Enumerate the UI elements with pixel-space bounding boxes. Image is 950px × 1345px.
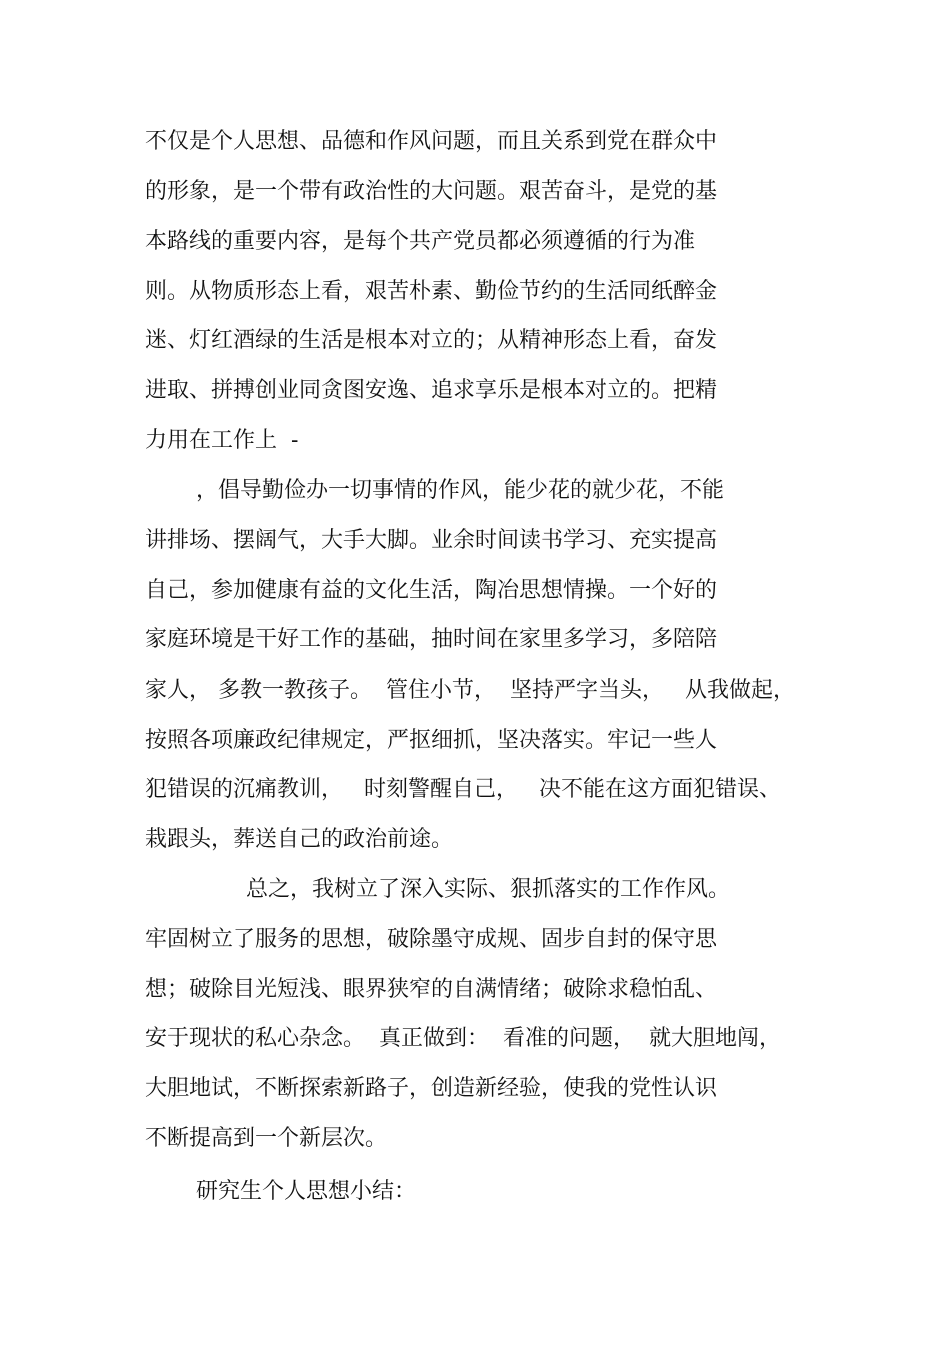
- text-line-7: 力用在工作上 -: [145, 428, 299, 453]
- text-line-10: 自己，参加健康有益的文化生活，陶冶思想情操。一个好的: [145, 578, 718, 603]
- text-line-16: 总之，我树立了深入实际、狠抓落实的工作作风。: [246, 877, 731, 902]
- text-line-6: 进取、拼搏创业同贪图安逸、追求享乐是根本对立的。把精: [145, 378, 718, 403]
- text-line-17: 牢固树立了服务的思想，破除墨守成规、固步自封的保守思: [145, 927, 718, 952]
- text-line-3: 本路线的重要内容，是每个共产党员都必须遵循的行为准: [145, 229, 696, 254]
- section-heading: 研究生个人思想小结：: [196, 1179, 417, 1204]
- text-line-21: 不断提高到一个新层次。: [145, 1126, 388, 1151]
- text-line-5: 迷、灯红酒绿的生活是根本对立的；从精神形态上看，奋发: [145, 328, 718, 353]
- text-line-11: 家庭环境是干好工作的基础，抽时间在家里多学习，多陪陪: [145, 627, 718, 652]
- text-line-13: 按照各项廉政纪律规定，严抠细抓，坚决落实。牢记一些人: [145, 728, 718, 753]
- text-line-20: 大胆地试，不断探索新路子，创造新经验，使我的党性认识: [145, 1076, 718, 1101]
- text-line-1: 不仅是个人思想、品德和作风问题，而且关系到党在群众中: [145, 129, 718, 154]
- text-line-9: 讲排场、摆阔气，大手大脚。业余时间读书学习、充实提高: [145, 528, 718, 553]
- text-line-14: 犯错误的沉痛教训， 时刻警醒自己， 决不能在这方面犯错误、: [145, 777, 781, 802]
- text-line-12: 家人， 多教一教孩子。 管住小节， 坚持严字当头， 从我做起，: [145, 678, 795, 703]
- text-line-18: 想；破除目光短浅、眼界狭窄的自满情绪；破除求稳怕乱、: [145, 977, 718, 1002]
- text-line-19: 安于现状的私心杂念。 真正做到： 看准的问题， 就大胆地闯，: [145, 1026, 781, 1051]
- text-line-8: ，倡导勤俭办一切事情的作风，能少花的就少花，不能: [196, 478, 725, 503]
- text-line-4: 则。从物质形态上看，艰苦朴素、勤俭节约的生活同纸醉金: [145, 279, 718, 304]
- text-line-15: 栽跟头，葬送自己的政治前途。: [145, 827, 454, 852]
- text-line-2: 的形象，是一个带有政治性的大问题。艰苦奋斗，是党的基: [145, 179, 718, 204]
